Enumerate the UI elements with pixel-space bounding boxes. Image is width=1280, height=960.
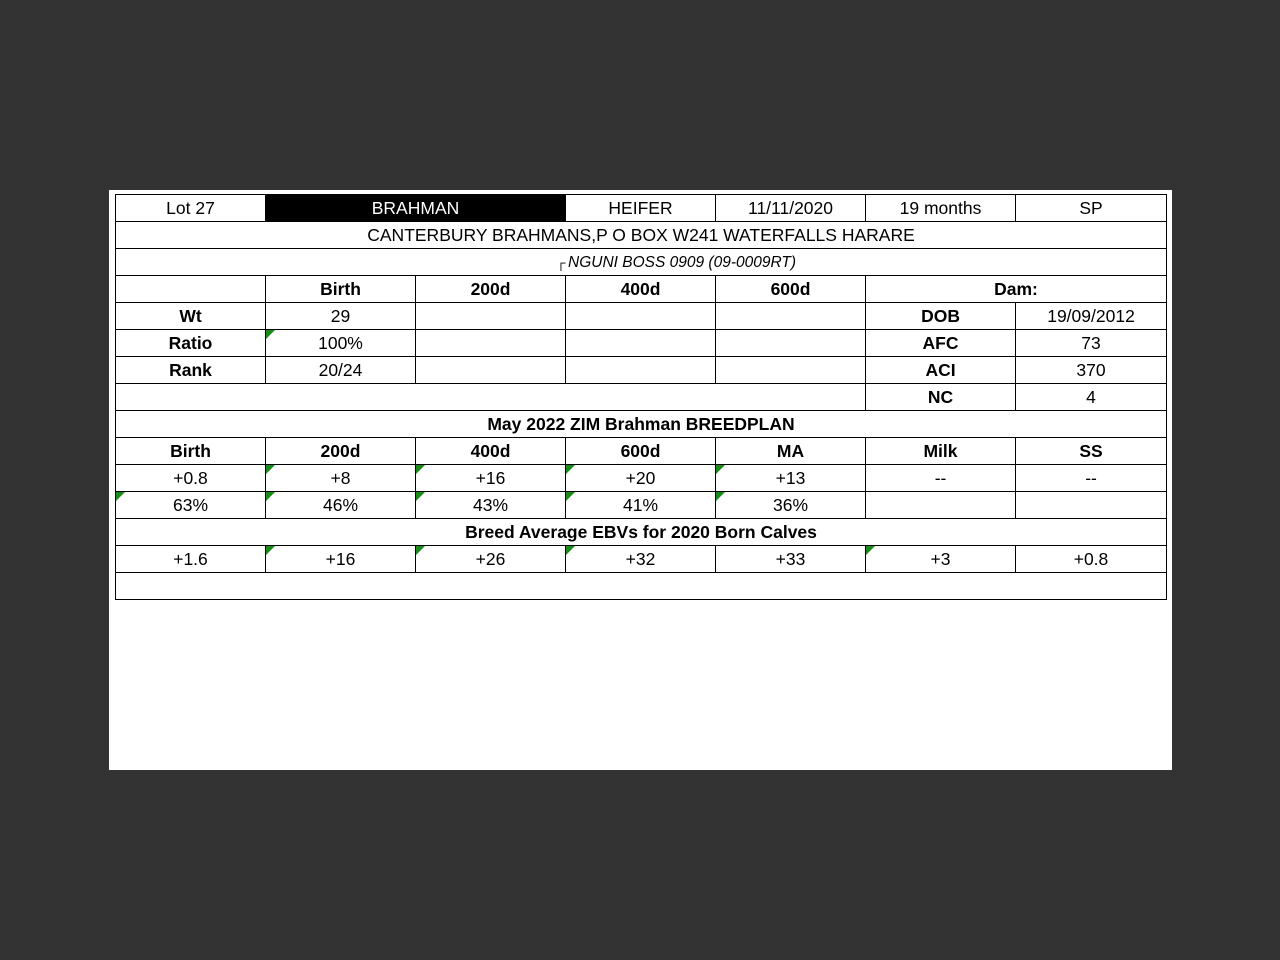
ebv-row <box>116 465 1167 492</box>
ebv-header: 600d <box>566 438 716 465</box>
weights-cell <box>716 303 866 330</box>
breed-avg-value: +0.8 <box>1016 546 1167 573</box>
ebv-header: Birth <box>116 438 266 465</box>
ebv-header: MA <box>716 438 866 465</box>
breed-avg-value: +32 <box>566 546 716 573</box>
dam-value: 4 <box>1016 384 1167 411</box>
breedplan-title-row <box>116 411 1167 438</box>
accuracy-row <box>116 492 1167 519</box>
lot-sheet <box>109 190 1172 770</box>
dam-label: ACI <box>866 357 1016 384</box>
age: 19 months <box>866 195 1016 222</box>
breed-avg-value: +1.6 <box>116 546 266 573</box>
lot-number: Lot 27 <box>116 195 266 222</box>
breed-avg-title: Breed Average EBVs for 2020 Born Calves <box>116 519 1167 546</box>
ebv-value: +0.8 <box>116 465 266 492</box>
accuracy-value: 43% <box>416 492 566 519</box>
ebv-value: -- <box>1016 465 1167 492</box>
pedigree-row <box>116 249 1167 276</box>
weights-label: Ratio <box>116 330 266 357</box>
ebv-header: SS <box>1016 438 1167 465</box>
birth-date: 11/11/2020 <box>716 195 866 222</box>
footer-blank-row <box>116 573 1167 600</box>
weights-cell <box>716 330 866 357</box>
ebv-value: -- <box>866 465 1016 492</box>
dam-title: Dam: <box>866 276 1167 303</box>
dam-label: DOB <box>866 303 1016 330</box>
weights-row-wt <box>116 303 1167 330</box>
ebv-value: +16 <box>416 465 566 492</box>
dam-label: NC <box>866 384 1016 411</box>
weights-corner <box>116 276 266 303</box>
weights-cell: 100% <box>266 330 416 357</box>
sex: HEIFER <box>566 195 716 222</box>
dam-value: 19/09/2012 <box>1016 303 1167 330</box>
weights-cell <box>566 303 716 330</box>
weights-cell <box>566 330 716 357</box>
breeder-row <box>116 222 1167 249</box>
breed-avg-value: +26 <box>416 546 566 573</box>
dam-value: 73 <box>1016 330 1167 357</box>
ebv-header: Milk <box>866 438 1016 465</box>
dam-label: AFC <box>866 330 1016 357</box>
weights-cell <box>416 303 566 330</box>
blank-cell <box>116 384 866 411</box>
ebv-value: +8 <box>266 465 416 492</box>
weights-cell <box>566 357 716 384</box>
weights-cell <box>416 357 566 384</box>
weights-header-birth: Birth <box>266 276 416 303</box>
weights-row-rank <box>116 357 1167 384</box>
breedplan-header-row <box>116 438 1167 465</box>
lot-table <box>115 194 1167 600</box>
accuracy-value: 46% <box>266 492 416 519</box>
accuracy-value: 63% <box>116 492 266 519</box>
ebv-value: +13 <box>716 465 866 492</box>
accuracy-value: 36% <box>716 492 866 519</box>
dam-value: 370 <box>1016 357 1167 384</box>
dam-row-nc <box>116 384 1167 411</box>
weights-label: Rank <box>116 357 266 384</box>
weights-label: Wt <box>116 303 266 330</box>
weights-header-row <box>116 276 1167 303</box>
weights-cell: 20/24 <box>266 357 416 384</box>
header-row <box>116 195 1167 222</box>
accuracy-value <box>866 492 1016 519</box>
weights-cell: 29 <box>266 303 416 330</box>
ebv-header: 200d <box>266 438 416 465</box>
pedigree <box>116 249 1167 276</box>
breed-name: BRAHMAN <box>266 195 566 222</box>
pedigree-sire-sire: ┌ NGUNI BOSS 0909 (09-0009RT) <box>556 254 797 271</box>
weights-header-400d: 400d <box>566 276 716 303</box>
breedplan-title: May 2022 ZIM Brahman BREEDPLAN <box>116 411 1167 438</box>
breed-avg-value: +33 <box>716 546 866 573</box>
code: SP <box>1016 195 1167 222</box>
weights-header-600d: 600d <box>716 276 866 303</box>
weights-header-200d: 200d <box>416 276 566 303</box>
ebv-value: +20 <box>566 465 716 492</box>
accuracy-value: 41% <box>566 492 716 519</box>
accuracy-value <box>1016 492 1167 519</box>
ebv-header: 400d <box>416 438 566 465</box>
weights-cell <box>416 330 566 357</box>
breed-avg-row <box>116 546 1167 573</box>
weights-cell <box>716 357 866 384</box>
blank-cell <box>116 573 1167 600</box>
breed-avg-title-row <box>116 519 1167 546</box>
breeder-address: CANTERBURY BRAHMANS,P O BOX W241 WATERFALLS HARARE <box>116 222 1167 249</box>
breed-avg-value: +16 <box>266 546 416 573</box>
breed-avg-value: +3 <box>866 546 1016 573</box>
weights-row-ratio <box>116 330 1167 357</box>
